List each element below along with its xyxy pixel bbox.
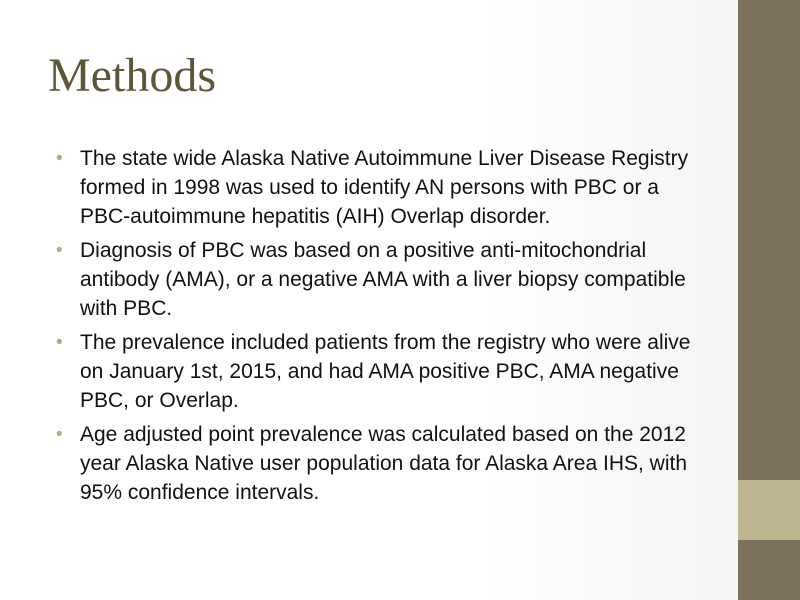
bullet-dot-icon: • bbox=[56, 240, 63, 261]
bullet-dot-icon: • bbox=[56, 424, 63, 445]
bullet-list bbox=[56, 144, 706, 512]
bullet-text: The prevalence included patients from the registry who were alive on January 1st, 2015, and had AMA positive PBC, AMA negative PBC, or Overlap. bbox=[80, 331, 691, 412]
bullet-item bbox=[56, 420, 706, 507]
bullet-text: The state wide Alaska Native Autoimmune Liver Disease Registry formed in 1998 was used to identify AN persons with PBC or a PBC-autoimmune hepatitis (AIH) Overlap disorder. bbox=[80, 147, 689, 228]
bullet-item bbox=[56, 144, 706, 231]
sidebar-accent-block bbox=[738, 480, 800, 540]
bullet-item bbox=[56, 236, 706, 323]
bullet-text: Age adjusted point prevalence was calculated based on the 2012 year Alaska Native user population data for Alaska Area IHS, with 95% confidence intervals. bbox=[80, 423, 688, 504]
bullet-text: Diagnosis of PBC was based on a positive anti-mitochondrial antibody (AMA), or a negative AMA with a liver biopsy compatible with PBC. bbox=[80, 239, 686, 320]
bullet-dot-icon: • bbox=[56, 332, 63, 353]
bullet-item bbox=[56, 328, 706, 415]
bullet-dot-icon: • bbox=[56, 148, 63, 169]
slide-title: Methods bbox=[48, 49, 216, 102]
